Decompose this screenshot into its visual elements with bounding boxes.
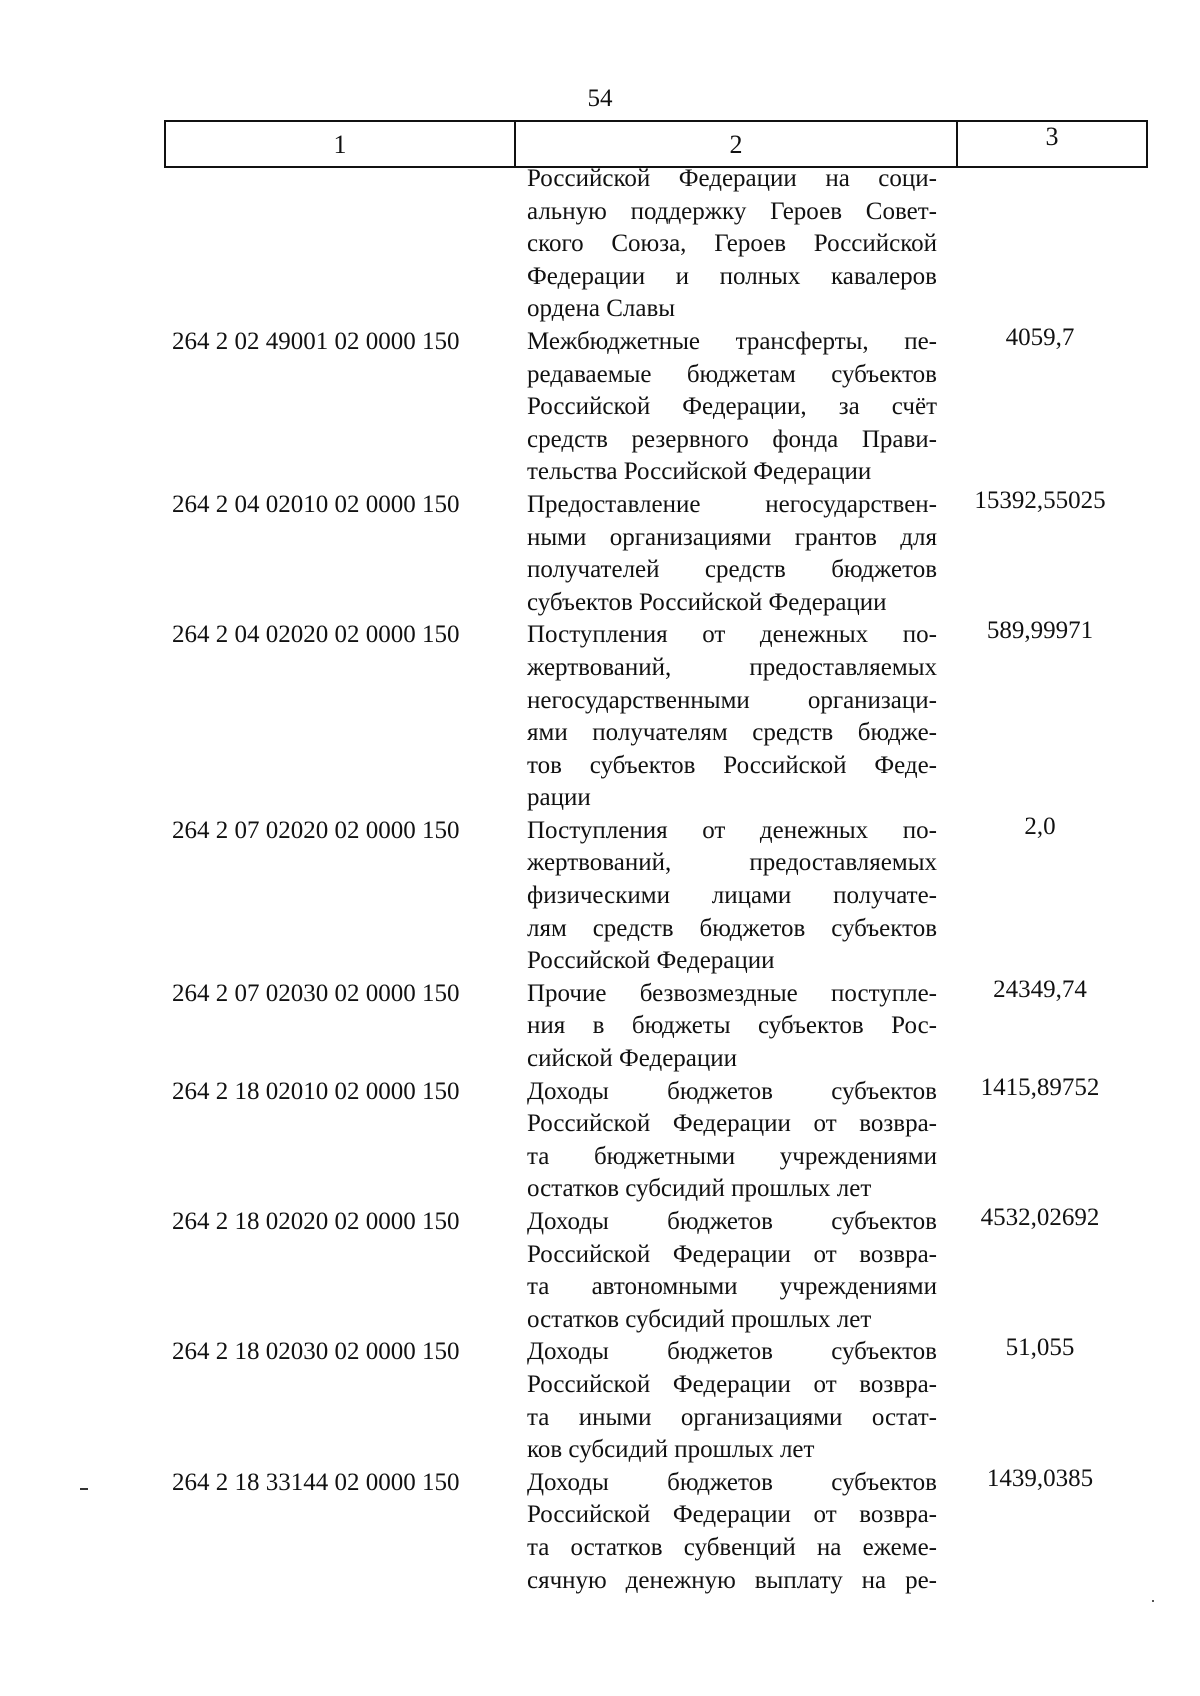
description-line: Доходы бюджетов субъектов (527, 1208, 937, 1235)
description-line: та автономными учреждениями (527, 1273, 937, 1301)
description-line: редаваемые бюджетам субъектов (527, 360, 937, 388)
table-header (164, 120, 1148, 168)
amount: 1415,89752 (980, 1073, 1100, 1101)
description-line: ков субсидий прошлых лет (527, 1436, 815, 1464)
budget-code: 264 2 04 02020 02 0000 150 (172, 621, 460, 649)
description (527, 619, 937, 815)
scan-mark (80, 1488, 88, 1490)
description-line: ордена Славы (527, 295, 676, 323)
description (527, 163, 937, 326)
table-row (0, 812, 1200, 978)
amount: 4059,7 (1005, 323, 1075, 351)
budget-code: 264 2 18 33144 02 0000 150 (172, 1468, 460, 1496)
description-line: негосударственными организаци- (527, 686, 937, 714)
description-line: Доходы бюджетов субъектов (527, 1338, 937, 1366)
description (527, 1076, 937, 1206)
description-line: та бюджетными учреждениями (527, 1142, 937, 1170)
table-row (0, 163, 1200, 326)
budget-code: 264 2 18 02030 02 0000 150 (172, 1338, 460, 1366)
table-row (0, 323, 1200, 489)
amount: 51,055 (1005, 1334, 1075, 1362)
description-line: Российской Федерации от возвра- (527, 1501, 937, 1529)
description-line: альную поддержку Героев Совет- (527, 197, 937, 225)
description (527, 1206, 937, 1336)
table-row (0, 1206, 1200, 1336)
budget-code: 264 2 18 02020 02 0000 150 (172, 1208, 460, 1235)
table-row (0, 975, 1200, 1076)
description (527, 815, 937, 978)
table-row (0, 619, 1200, 815)
description (527, 978, 937, 1076)
header-col-3: 3 (1045, 122, 1059, 151)
description-line: средств резервного фонда Прави- (527, 425, 937, 453)
description-line: Российской Федерации от возвра- (527, 1240, 937, 1268)
header-col-1: 1 (166, 122, 516, 166)
description-line: получателей средств бюджетов (527, 556, 937, 584)
description (527, 489, 937, 619)
amount: 24349,74 (993, 975, 1087, 1003)
budget-code: 264 2 07 02020 02 0000 150 (172, 816, 460, 844)
description-line: ями получателям средств бюдже- (527, 719, 937, 747)
description (527, 326, 937, 489)
budget-code: 264 2 04 02010 02 0000 150 (172, 490, 460, 518)
description-line: жертвований, предоставляемых (527, 653, 937, 681)
header-col-2: 2 (516, 122, 958, 166)
description-line: рации (527, 784, 591, 812)
description-line: физическими лицами получате- (527, 882, 937, 910)
description-line: тов субъектов Российской Феде- (527, 751, 937, 779)
description-line: Российской Федерации от возвра- (527, 1110, 937, 1138)
amount: 4532,02692 (980, 1204, 1100, 1231)
description-line: тельства Российской Федерации (527, 458, 872, 486)
description-line: сячную денежную выплату на ре- (527, 1566, 937, 1594)
description-line: Российской Федерации (527, 947, 775, 975)
description-line: Поступления от денежных по- (527, 816, 937, 844)
description-line: лям средств бюджетов субъектов (527, 914, 937, 942)
description-line: Российской Федерации от возвра- (527, 1370, 937, 1398)
scan-dot (1152, 1600, 1154, 1602)
description-line: жертвований, предоставляемых (527, 849, 937, 877)
description-line: Российской Федерации, за счёт (527, 393, 937, 421)
description-line: Поступления от денежных по- (527, 621, 937, 649)
description-line: остатков субсидий прошлых лет (527, 1305, 872, 1333)
description-line: та иными организациями остат- (527, 1403, 937, 1431)
description-line: ского Союза, Героев Российской (527, 230, 937, 258)
table-row (0, 1336, 1200, 1466)
description-line: Межбюджетные трансферты, пе- (527, 327, 937, 355)
description-line: ния в бюджеты субъектов Рос- (527, 1012, 937, 1040)
description (527, 1467, 937, 1597)
description-line: сийской Федерации (527, 1045, 738, 1073)
amount: 1439,0385 (986, 1464, 1094, 1492)
amount: 15392,55025 (974, 486, 1106, 514)
budget-code: 264 2 02 49001 02 0000 150 (172, 327, 460, 355)
description-line: Прочие безвозмездные поступле- (527, 979, 937, 1007)
budget-code: 264 2 07 02030 02 0000 150 (172, 979, 460, 1007)
description-line: Доходы бюджетов субъектов (527, 1468, 937, 1496)
description-line: Предоставление негосударствен- (527, 490, 937, 518)
budget-code: 264 2 18 02010 02 0000 150 (172, 1077, 460, 1105)
description-line: ными организациями грантов для (527, 523, 937, 551)
amount: 2,0 (1024, 812, 1056, 840)
description-line: остатков субсидий прошлых лет (527, 1175, 872, 1203)
description-line: Доходы бюджетов субъектов (527, 1077, 937, 1105)
description (527, 1336, 937, 1466)
amount: 589,99971 (986, 617, 1094, 645)
table-body (0, 163, 1200, 1597)
page-number: 54 (587, 85, 613, 112)
description-line: Федерации и полных кавалеров (527, 262, 937, 290)
table-row (0, 1464, 1200, 1597)
description-line: субъектов Российской Федерации (527, 588, 887, 616)
description-line: Российской Федерации на соци- (527, 165, 937, 192)
table-row (0, 486, 1200, 619)
table-row (0, 1073, 1200, 1206)
description-line: та остатков субвенций на ежеме- (527, 1533, 937, 1561)
